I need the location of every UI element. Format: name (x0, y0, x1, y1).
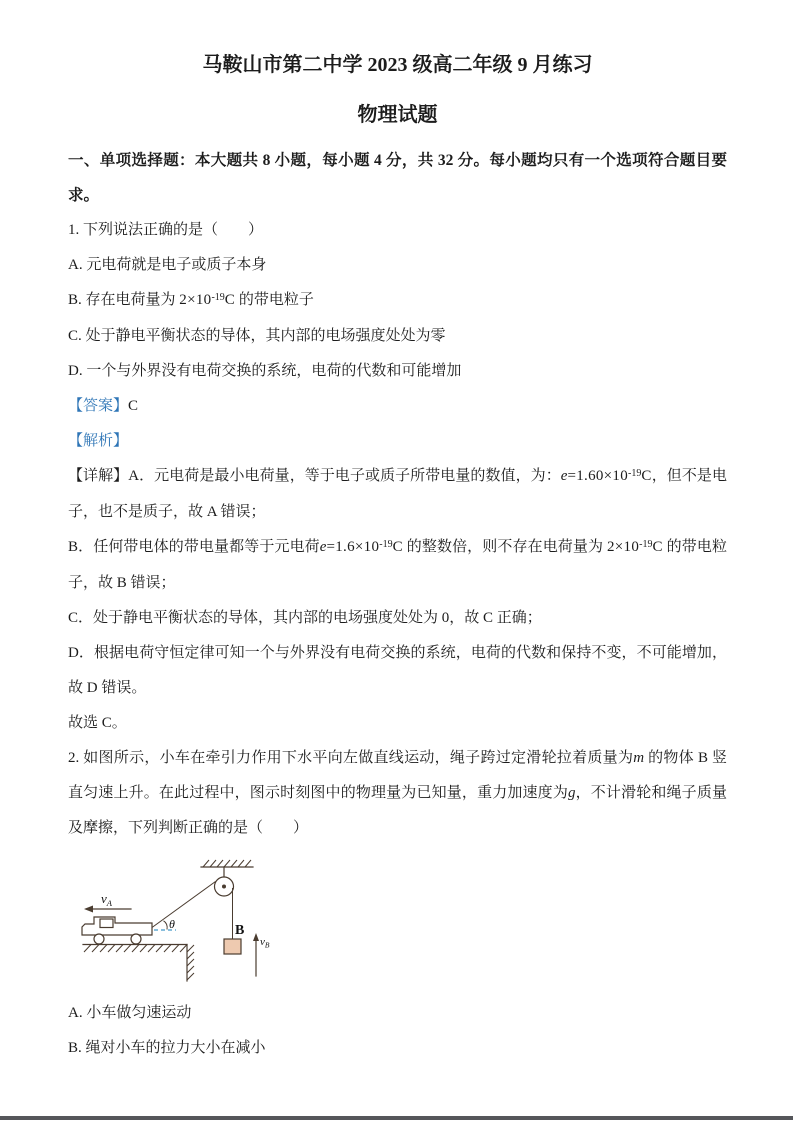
pulley (215, 867, 234, 896)
physics-diagram (74, 848, 727, 996)
q2-option-b: B. 绳对小车的拉力大小在减小 (68, 1040, 266, 1056)
q1-analysis-line (68, 424, 727, 459)
document-title: 马鞍山市第二中学 2023 级高二年级 9 月练习 (202, 54, 593, 76)
answer-value: C (128, 398, 139, 414)
q1-option-a: A. 元电荷就是电子或质子本身 (68, 257, 267, 273)
q1-detail-c: C．处于静电平衡状态的导体，其内部的电场强度处处为 0，故 C 正确； (68, 610, 542, 626)
q1-detail-b: B．任何带电体的带电量都等于元电荷$e=1.6\times 10^{-19}C$ 的整数倍，则不存在电荷量为 $2\times 10^{-19}C$ 的带电粒子，故 B 错误； (68, 538, 727, 591)
q1-conclusion: 故选 C。 (68, 715, 127, 731)
va-label: $v_A$ (101, 891, 112, 908)
q1-detail-d: D．根据电荷守恒定律可知一个与外界没有电荷交换的系统，电荷的代数和保持不变，不可能增加，故 D 错误。 (68, 645, 727, 696)
analysis-label: 【解析】 (68, 433, 129, 449)
ceiling-hatch (201, 860, 253, 867)
answer-label: 【答案】 (68, 398, 129, 414)
block-b-label: B (235, 923, 245, 938)
document-subtitle: 物理试题 (357, 104, 438, 126)
q2-option-a: A. 小车做匀速运动 (68, 1005, 192, 1021)
q1-option-b: B. 存在电荷量为 $2\times 10^{-19}C$ 的带电粒子 (68, 291, 314, 308)
q1-detail-a: 【详解】A．元电荷是最小电荷量，等于电子或质子所带电量的数值，为：$e=1.60\times 10^{-19}C$，但不是电子，也不是质子，故 A 错误； (68, 467, 727, 520)
pulley-cart-diagram-svg (74, 848, 289, 991)
cart-velocity-arrow (84, 891, 131, 913)
q1-stem: 1. 下列说法正确的是（ ） (68, 222, 264, 238)
block-b (224, 923, 244, 954)
q1-answer-line (68, 389, 727, 424)
q1-option-d: D. 一个与外界没有电荷交换的系统，电荷的代数和可能增加 (68, 363, 462, 379)
q2-stem: 2. 如图所示，小车在牵引力作用下水平向左做直线运动，绳子跨过定滑轮拉着质量为m 的物体 B 竖直匀速上升。在此过程中，图示时刻图中的物理量为已知量，重力加速度为g，不计滑轮和绳子质量及摩擦，下列判断正确的是（ ） (68, 750, 727, 836)
theta-label: θ (169, 917, 175, 931)
page-bottom-edge (0, 1116, 793, 1120)
block-velocity-arrow (253, 933, 270, 976)
q1-option-c: C. 处于静电平衡状态的导体，其内部的电场强度处处为零 (68, 328, 446, 344)
ground (83, 945, 194, 982)
vb-label: $v_B$ (260, 936, 270, 950)
section-heading: 一、单项选择题：本大题共 8 小题，每小题 4 分，共 32 分。每小题均只有一个选项符合题目要求。 (68, 152, 727, 204)
cart (82, 917, 152, 944)
